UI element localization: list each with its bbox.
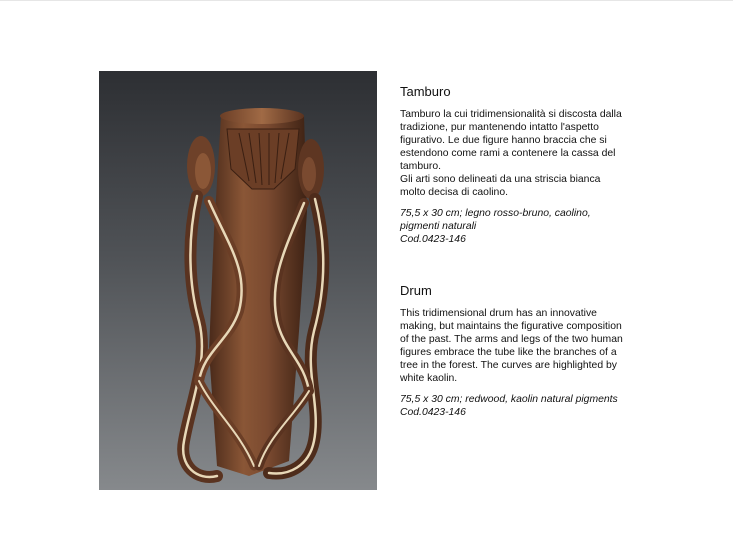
description-en-line: making, but maintains the figurative composition	[400, 321, 622, 332]
description-it	[400, 108, 650, 199]
description-it-line: estendono come rami a contenere la cassa del	[400, 148, 616, 159]
meta-it	[400, 207, 650, 246]
description-en-line: This tridimensional drum has an innovative	[400, 308, 597, 319]
code-it: Cod.0423-146	[400, 234, 466, 245]
carved-drum-illustration	[99, 71, 377, 490]
english-section	[400, 283, 650, 419]
description-en	[400, 307, 650, 385]
meta-en	[400, 393, 650, 419]
description-en-line: figures embrace the tube like the branches of a	[400, 347, 617, 358]
description-it-line: figurativo. Le due figure hanno braccia che si	[400, 135, 607, 146]
title-en: Drum	[400, 283, 432, 298]
description-en-line: tree in the forest. The curves are highlighted by	[400, 360, 617, 371]
meta-en-line: 75,5 x 30 cm; redwood, kaolin natural pigments	[400, 394, 618, 405]
meta-it-line: pigmenti naturali	[400, 221, 477, 232]
meta-it-line: 75,5 x 30 cm; legno rosso-bruno, caolino,	[400, 208, 591, 219]
description-it-line: molto decisa di caolino.	[400, 187, 509, 198]
description-en-line: of the past. The arms and legs of the two human	[400, 334, 623, 345]
italian-section	[400, 84, 650, 246]
description-it-line: Gli arti sono delineati da una striscia bianca	[400, 174, 601, 185]
top-divider	[0, 0, 733, 1]
description-it-line: tamburo.	[400, 161, 442, 172]
description-en-line: white kaolin.	[400, 373, 458, 384]
drum-photo	[99, 71, 377, 490]
description-it-line: tradizione, pur mantenendo intatto l'aspetto	[400, 122, 599, 133]
code-en: Cod.0423-146	[400, 407, 466, 418]
description-it-line: Tamburo la cui tridimensionalità si discosta dalla	[400, 109, 622, 120]
title-it: Tamburo	[400, 84, 451, 99]
